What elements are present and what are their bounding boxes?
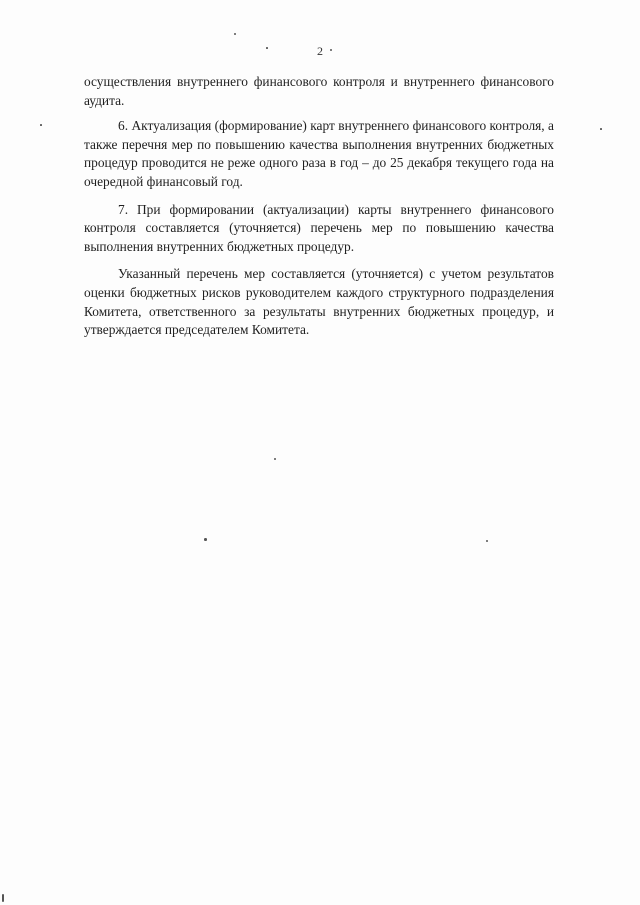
scan-speck: [600, 128, 602, 130]
scan-speck: [330, 49, 332, 51]
scan-speck: [40, 124, 42, 126]
scan-speck: [266, 47, 268, 49]
scan-speck: [234, 33, 236, 35]
paragraph-measures-list: Указанный перечень мер составляется (уточняется) с учетом результатов оценки бюджетных рисков руководителем каждого структурного подразделения Комитета, ответственного за результаты внутренних бюджетных процедур, и утверждается председателем Комитета.: [84, 266, 554, 338]
paragraph-item-7: 7. При формировании (актуализации) карты внутреннего финансового контроля составляется (уточняется) перечень мер по повышению качества выполнения внутренних бюджетных процедур.: [84, 201, 554, 254]
scan-speck: [204, 538, 207, 541]
scan-speck: [274, 458, 276, 460]
scan-speck: [486, 540, 488, 542]
scan-speck: [2, 894, 4, 902]
page-number: 2: [317, 44, 323, 58]
document-body: [84, 73, 554, 349]
paragraph-continuation: осуществления внутреннего финансового контроля и внутреннего финансового аудита.: [84, 74, 554, 108]
paragraph-item-6: 6. Актуализация (формирование) карт внутреннего финансового контроля, а также перечня мер по повышению качества выполнения внутренних бюджетных процедур проводится не реже одного раза в год – до 25 декабря текущего года на очередной финансовый год.: [84, 118, 554, 189]
